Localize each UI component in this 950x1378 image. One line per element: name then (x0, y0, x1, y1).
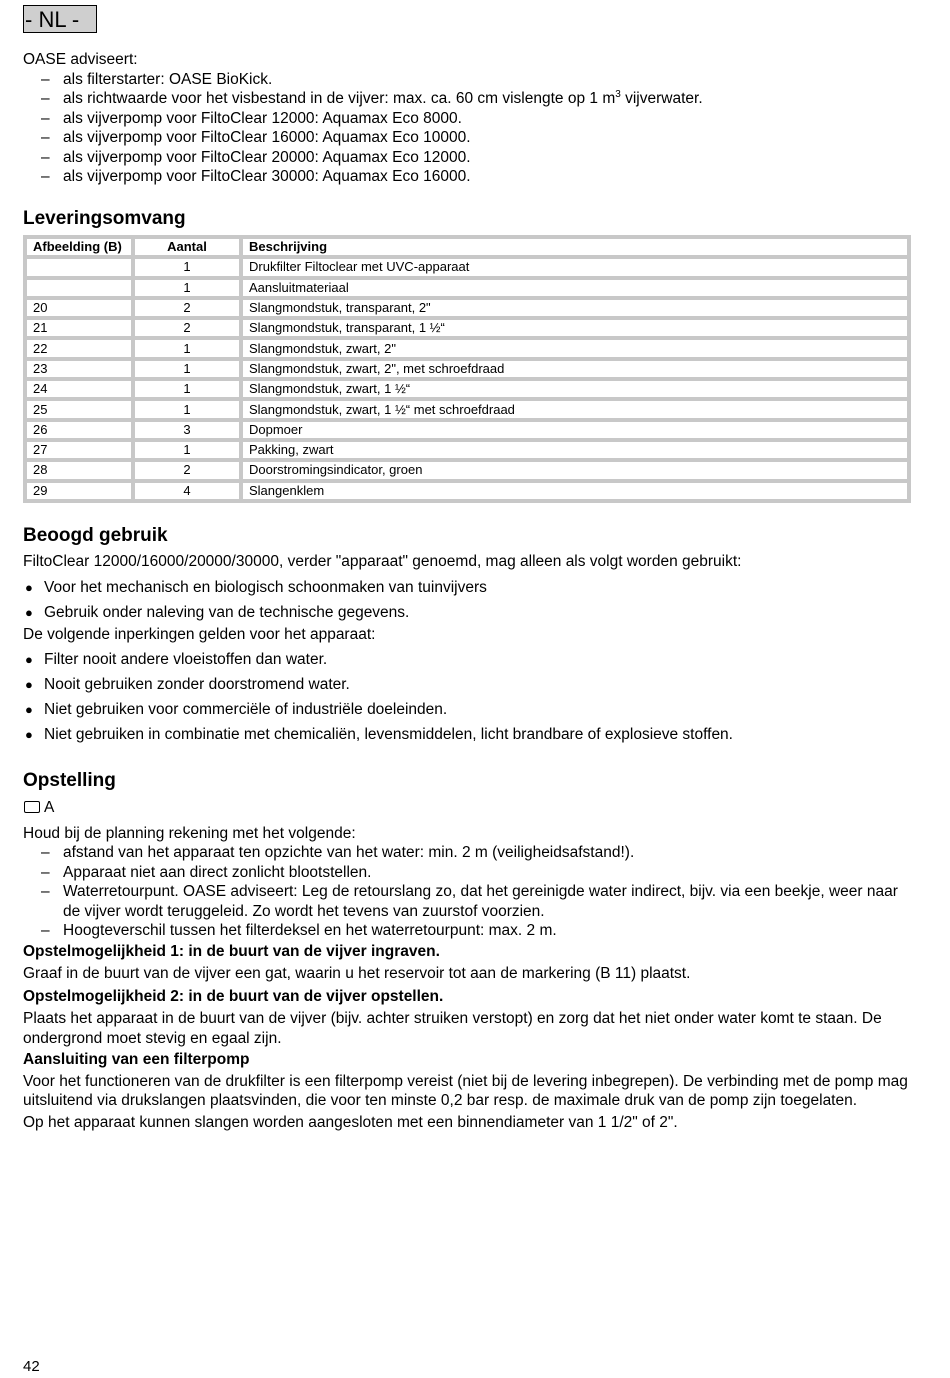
cell-description: Slangmondstuk, transparant, 1 ½“ (241, 318, 909, 338)
cell-description: Slangmondstuk, zwart, 1 ½“ met schroefdraad (241, 399, 909, 419)
pump-title: Aansluiting van een filterpomp (23, 1051, 250, 1068)
cell-description: Slangenklem (241, 481, 909, 501)
list-item: ● Nooit gebruiken zonder doorstromend water. (25, 676, 350, 693)
table-row (25, 359, 909, 379)
list-item: – Hoogteverschil tussen het filterdeksel en het waterretourpunt: max. 2 m. (41, 922, 557, 939)
cell-description: Slangmondstuk, zwart, 2", met schroefdraad (241, 359, 909, 379)
cell-description: Slangmondstuk, zwart, 2" (241, 338, 909, 358)
table-row (25, 379, 909, 399)
superscript: 3 (615, 88, 621, 100)
cell-quantity: 3 (133, 420, 241, 440)
list-item: – als filterstarter: OASE BioKick. (41, 70, 273, 88)
recommend-intro: OASE adviseert: (23, 51, 138, 68)
setup-section (23, 769, 913, 1132)
cell-figure (25, 257, 133, 277)
option1-title: Opstelmogelijkheid 1: in de buurt van de vijver ingraven. (23, 942, 440, 960)
table-row (25, 440, 909, 460)
option2-text: Plaats het apparaat in de buurt van de vijver (bijv. achter struiken verstopt) en zorg dat het niet onder water komt te staan. De ondergrond moet stevig en egaal zijn. (23, 1010, 882, 1047)
cell-quantity: 4 (133, 481, 241, 501)
use-heading: Beoogd gebruik (23, 525, 168, 546)
list-item: – als vijverpomp voor FiltoClear 20000: Aquamax Eco 12000. (41, 148, 471, 166)
list-item: – Apparaat niet aan direct zonlicht blootstellen. (41, 863, 372, 881)
list-item: ● Niet gebruiken in combinatie met chemicaliën, levensmiddelen, licht brandbare of explosieve stoffen. (25, 726, 733, 743)
cell-figure: 25 (25, 399, 133, 419)
table-row (25, 318, 909, 338)
setup-intro: Houd bij de planning rekening met het volgende: (23, 824, 356, 842)
cell-quantity: 1 (133, 278, 241, 298)
column-header-description: Beschrijving (241, 237, 909, 257)
scope-table-wrap (23, 235, 913, 503)
table-row (25, 278, 909, 298)
table-row (25, 399, 909, 419)
restriction-list (23, 647, 913, 747)
cell-quantity: 2 (133, 298, 241, 318)
cell-figure: 26 (25, 420, 133, 440)
cell-description: Slangmondstuk, zwart, 1 ½“ (241, 379, 909, 399)
list-item: ● Gebruik onder naleving van de technische gegevens. (25, 603, 410, 621)
cell-quantity: 1 (133, 257, 241, 277)
scope-table (23, 235, 911, 503)
cell-quantity: 1 (133, 399, 241, 419)
cell-description: Aansluitmateriaal (241, 278, 909, 298)
list-item: ● Filter nooit andere vloeistoffen dan water. (25, 651, 328, 668)
scope-section (23, 207, 913, 231)
cell-figure: 29 (25, 481, 133, 501)
column-header-figure: Afbeelding (B) (25, 237, 133, 257)
restrict-intro: De volgende inperkingen gelden voor het apparaat: (23, 625, 376, 643)
cell-figure: 23 (25, 359, 133, 379)
cell-description: Drukfilter Filtoclear met UVC-apparaat (241, 257, 909, 277)
cell-figure: 27 (25, 440, 133, 460)
use-intro: FiltoClear 12000/16000/20000/30000, verder "apparaat" genoemd, mag alleen als volgt worden gebruikt: (23, 553, 742, 570)
table-row (25, 257, 909, 277)
cell-quantity: 1 (133, 440, 241, 460)
language-tab: - NL - (23, 5, 97, 33)
list-item: – als vijverpomp voor FiltoClear 30000: Aquamax Eco 16000. (41, 168, 471, 185)
list-item: – afstand van het apparaat ten opzichte van het water: min. 2 m (veiligheidsafstand!). (41, 844, 635, 861)
cell-quantity: 1 (133, 379, 241, 399)
cell-description: Pakking, zwart (241, 440, 909, 460)
list-item: ● Voor het mechanisch en biologisch schoonmaken van tuinvijvers (25, 578, 487, 596)
option2-title: Opstelmogelijkheid 2: in de buurt van de vijver opstellen. (23, 987, 444, 1005)
list-item: – als richtwaarde voor het visbestand in de vijver: max. ca. 60 cm vislengte op 1 $m^3$ vijverwater. (41, 88, 703, 107)
table-row (25, 338, 909, 358)
column-header-quantity: Aantal (133, 237, 241, 257)
cell-description: Dopmoer (241, 420, 909, 440)
setup-heading: Opstelling (23, 770, 116, 791)
recommendations-section (23, 50, 913, 187)
pump-text: Voor het functioneren van de drukfilter is een filterpomp vereist (niet bij de levering inbegrepen). De verbinding met de pomp mag uitsluitend via drukslangen plaatsvinden, die voor ten minste 0,2 bar resp. de maximale druk van de pomp zijn toegelaten. (23, 1072, 908, 1109)
list-item: ● Niet gebruiken voor commerciële of industriële doeleinden. (25, 701, 448, 718)
cell-quantity: 1 (133, 359, 241, 379)
list-item: – Waterretourpunt. OASE adviseert: Leg de retourslang zo, dat het gereinigde water indirect, bijv. via een beekje, weer naar de vijver wordt teruggeleid. Zo wordt het tevens van zuurstof voorzien. (41, 883, 898, 920)
cell-quantity: 2 (133, 460, 241, 480)
figure-icon (24, 801, 40, 813)
list-item: – als vijverpomp voor FiltoClear 12000: Aquamax Eco 8000. (41, 109, 462, 127)
scope-table-body (25, 257, 909, 501)
figure-reference: A (23, 798, 913, 818)
list-item: – als vijverpomp voor FiltoClear 16000: Aquamax Eco 10000. (41, 129, 471, 146)
table-header-row (25, 237, 909, 257)
cell-quantity: 1 (133, 338, 241, 358)
use-section (23, 524, 913, 747)
setup-list (23, 843, 913, 941)
cell-description: Slangmondstuk, transparant, 2" (241, 298, 909, 318)
cell-figure: 22 (25, 338, 133, 358)
cell-quantity: 2 (133, 318, 241, 338)
allowed-list (23, 575, 913, 625)
cell-figure: 28 (25, 460, 133, 480)
cell-description: Doorstromingsindicator, groen (241, 460, 909, 480)
option1-text: Graaf in de buurt van de vijver een gat, waarin u het reservoir tot aan de markering (B 11) plaatst. (23, 965, 691, 982)
scope-heading: Leveringsomvang (23, 208, 186, 229)
table-row (25, 481, 909, 501)
table-row (25, 420, 909, 440)
page-number: 42 (23, 1358, 40, 1375)
table-row (25, 298, 909, 318)
cell-figure: 21 (25, 318, 133, 338)
hose-text: Op het apparaat kunnen slangen worden aangesloten met een binnendiameter van 1 1/2" of 2". (23, 1113, 678, 1131)
cell-figure: 24 (25, 379, 133, 399)
recommend-list (23, 70, 913, 187)
cell-figure: 20 (25, 298, 133, 318)
cell-figure (25, 278, 133, 298)
table-row (25, 460, 909, 480)
